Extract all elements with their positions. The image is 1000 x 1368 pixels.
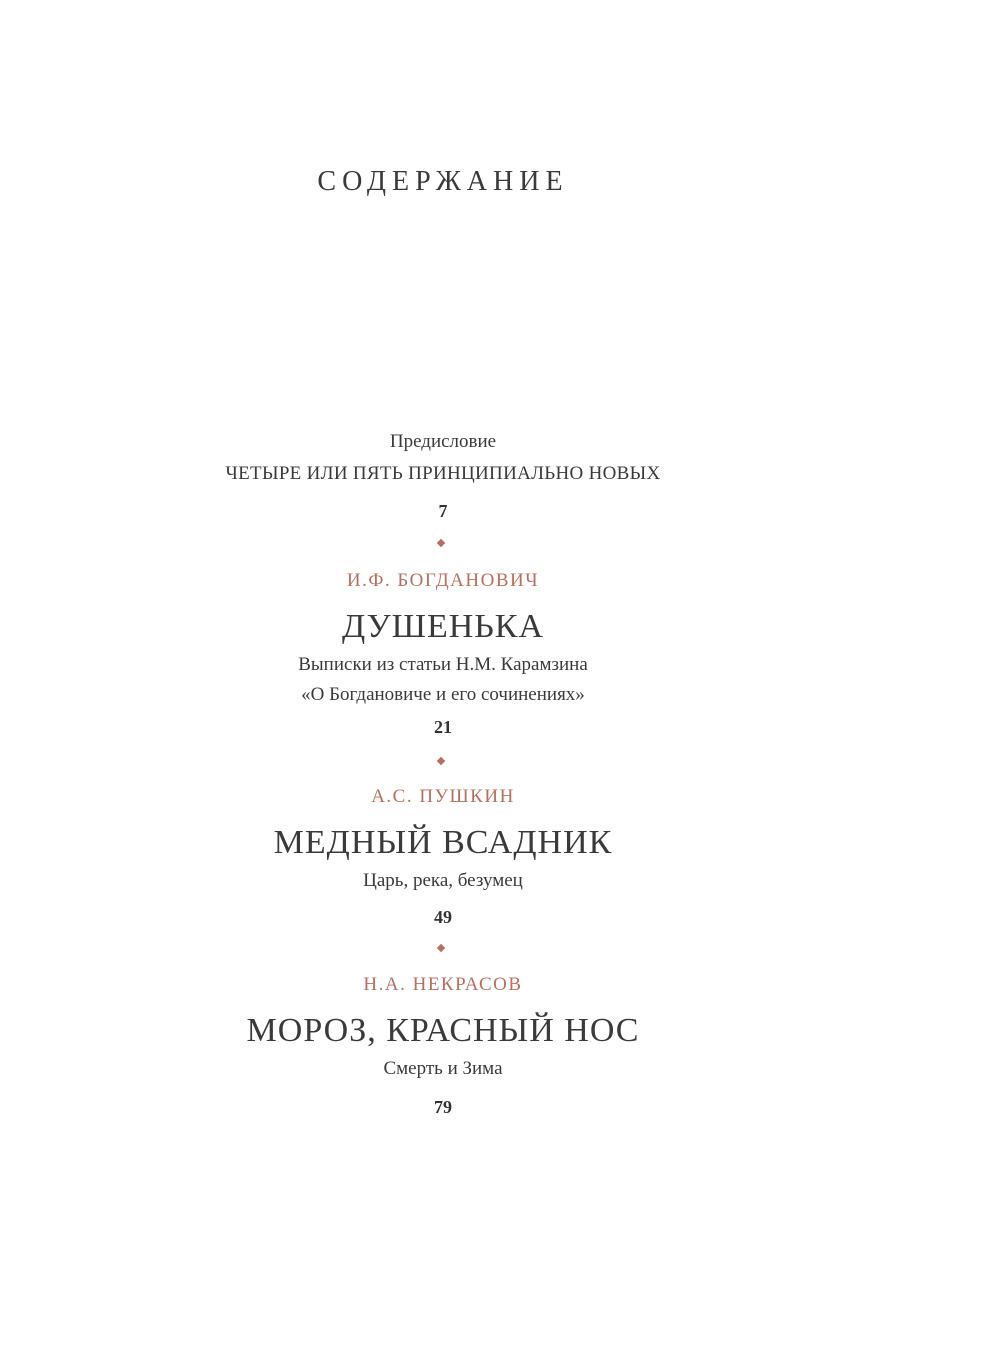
entry-subtitle-continued: «О Богдановиче и его сочинениях» xyxy=(301,684,585,705)
entry-author: Н.А. НЕКРАСОВ xyxy=(363,974,523,995)
entry-subtitle: Выписки из статьи Н.М. Карамзина xyxy=(298,654,588,675)
entry-page-number: 21 xyxy=(434,717,452,737)
diamond-separator-icon xyxy=(437,757,445,765)
entry-subtitle: Царь, река, безумец xyxy=(363,870,523,891)
entry-title: ДУШЕНЬКА xyxy=(341,608,545,645)
preface-label: Предисловие xyxy=(389,431,497,452)
entry-title: МЕДНЫЙ ВСАДНИК xyxy=(273,824,613,861)
entry-page-number: 49 xyxy=(434,907,452,927)
preface-page-number: 7 xyxy=(438,501,448,521)
entry-page-number: 79 xyxy=(434,1097,452,1117)
diamond-separator-icon xyxy=(437,539,445,547)
preface-title: ЧЕТЫРЕ ИЛИ ПЯТЬ ПРИНЦИПИАЛЬНО НОВЫХ xyxy=(225,463,661,484)
entry-author: И.Ф. БОГДАНОВИЧ xyxy=(346,570,540,591)
diamond-separator-icon xyxy=(437,944,445,952)
entry-subtitle: Смерть и Зима xyxy=(383,1058,503,1079)
page-title: СОДЕРЖАНИЕ xyxy=(317,166,569,197)
entry-author: А.С. ПУШКИН xyxy=(371,786,515,807)
entry-title: МОРОЗ, КРАСНЫЙ НОС xyxy=(246,1012,640,1049)
